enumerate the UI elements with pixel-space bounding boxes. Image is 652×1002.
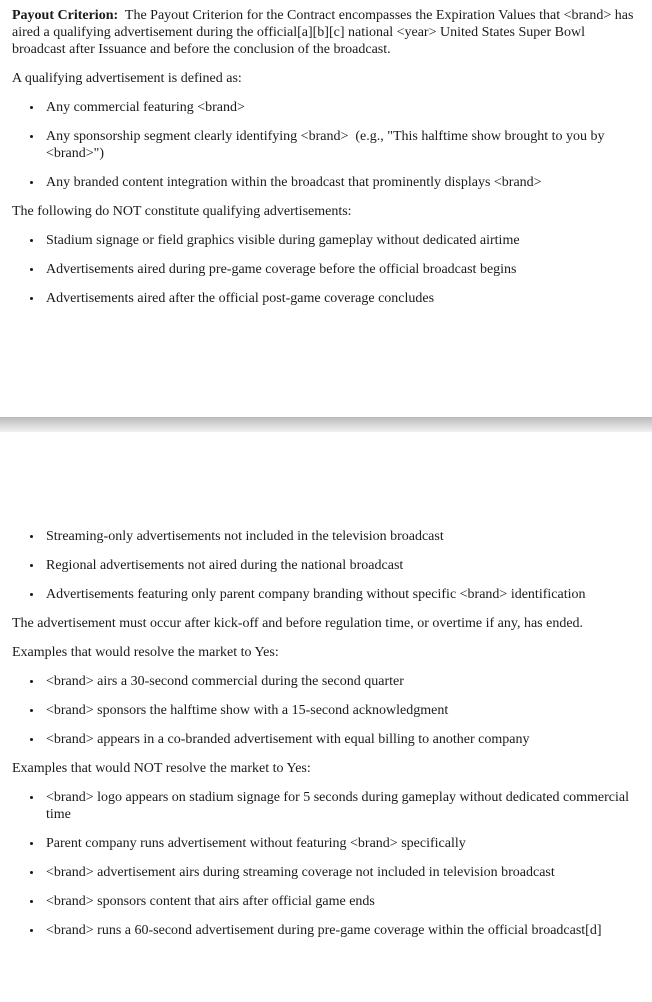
- yes-examples-intro: Examples that would resolve the market to Yes:: [12, 645, 279, 660]
- list-item: • <brand> advertisement airs during streaming coverage not included in television broadcast: [43, 864, 640, 881]
- page-break-gap: [0, 417, 652, 432]
- list-item: • <brand> logo appears on stadium signage for 5 seconds during gameplay without dedicated commercial time: [43, 789, 640, 823]
- non-qualifying-list-continued: [12, 528, 640, 603]
- list-item: • Advertisements featuring only parent company branding without specific <brand> identification: [43, 586, 640, 603]
- payout-criterion-paragraph: [12, 7, 640, 58]
- non-qualifying-list: [12, 232, 640, 307]
- list-item: • Advertisements aired during pre-game coverage before the official broadcast begins: [43, 261, 640, 278]
- qualifying-definition-intro: A qualifying advertisement is defined as:: [12, 71, 242, 86]
- non-qualifying-intro: The following do NOT constitute qualifying advertisements:: [12, 204, 352, 219]
- yes-examples-list: [12, 673, 640, 748]
- page-2: [0, 432, 652, 1002]
- list-item: • <brand> sponsors content that airs after official game ends: [43, 893, 640, 910]
- list-item: • <brand> sponsors the halftime show with a 15-second acknowledgment: [43, 702, 640, 719]
- list-item: • Any branded content integration within the broadcast that prominently displays <brand>: [43, 174, 640, 191]
- list-item: • Any commercial featuring <brand>: [43, 99, 640, 116]
- no-examples-list: [12, 789, 640, 939]
- payout-criterion-text: The Payout Criterion for the Contract encompasses the Expiration Values that <brand> has aired a qualifying advertisement during the official[a][b][c] national <year> United States Super Bowl broadcast after Issuance and before the conclusion of the broadcast.: [12, 8, 637, 57]
- list-item: • Regional advertisements not aired during the national broadcast: [43, 557, 640, 574]
- no-examples-intro: Examples that would NOT resolve the market to Yes:: [12, 761, 311, 776]
- timing-requirement-paragraph: The advertisement must occur after kick-off and before regulation time, or overtime if any, has ended.: [12, 616, 584, 631]
- list-item: • Parent company runs advertisement without featuring <brand> specifically: [43, 835, 640, 852]
- list-item: • Stadium signage or field graphics visible during gameplay without dedicated airtime: [43, 232, 640, 249]
- list-item: • <brand> appears in a co-branded advertisement with equal billing to another company: [43, 731, 640, 748]
- list-item: • <brand> airs a 30-second commercial during the second quarter: [43, 673, 640, 690]
- list-item: • Streaming-only advertisements not included in the television broadcast: [43, 528, 640, 545]
- list-item: • <brand> runs a 60-second advertisement during pre-game coverage within the official broadcast[d]: [43, 922, 640, 939]
- list-item: • Any sponsorship segment clearly identifying <brand> (e.g., "This halftime show brought to you by <brand>"): [43, 128, 640, 162]
- page-1: [0, 0, 652, 417]
- payout-criterion-label: Payout Criterion:: [12, 8, 119, 23]
- qualifying-advertisement-list: [12, 99, 640, 191]
- list-item: • Advertisements aired after the official post-game coverage concludes: [43, 290, 640, 307]
